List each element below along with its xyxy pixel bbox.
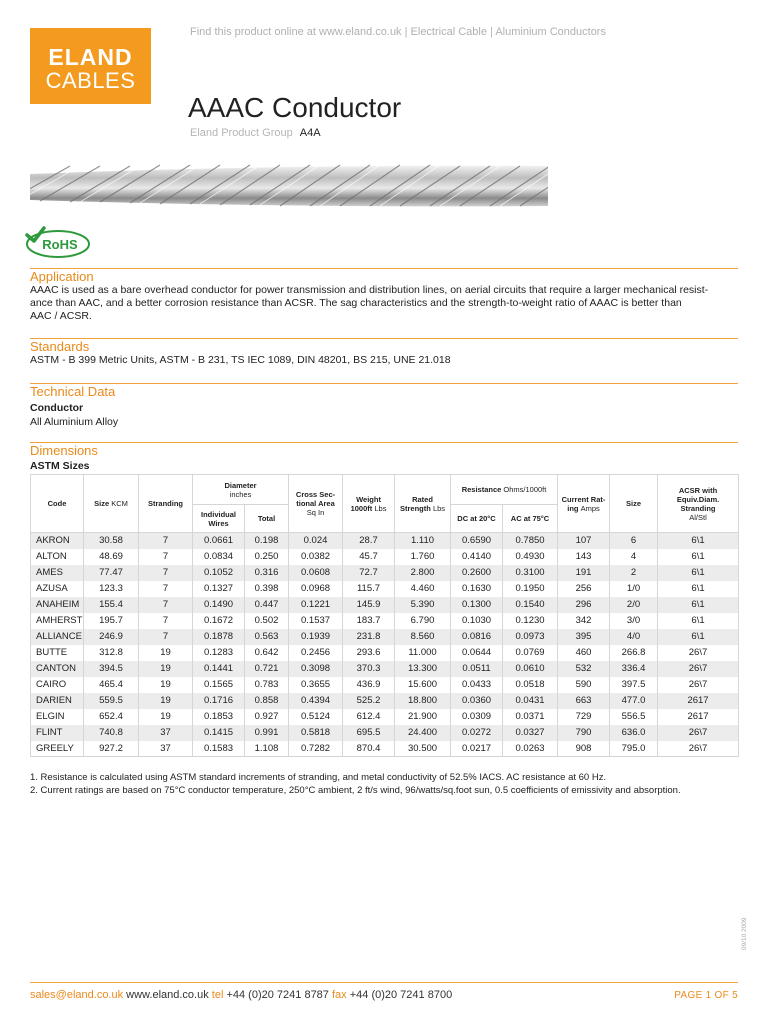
cell-code: AMHERST [31, 613, 84, 629]
col-header-total: Total [245, 505, 289, 533]
table-row [31, 741, 739, 757]
table-row [31, 565, 739, 581]
cell-diameter-total: 0.927 [245, 709, 289, 725]
cell-code: ANAHEIM [31, 597, 84, 613]
cell-cross-section: 0.5124 [289, 709, 343, 725]
col-header-weight-unit: Lbs [374, 503, 387, 513]
conductor-value: All Aluminium Alloy [30, 416, 119, 428]
col-header-resistance-unit: Ohms/1000ft [503, 485, 547, 494]
cell-diameter-total: 0.783 [245, 677, 289, 693]
table-row [31, 629, 739, 645]
application-line: AAAC is used as a bare overhead conductor for power transmission and distribution lines, on aerial circuits that require a larger mechanical resist- [30, 284, 709, 296]
col-header-current-label: Current Rat-ing [561, 494, 606, 513]
cell-stranding: 7 [139, 581, 193, 597]
col-header-rated-strength [395, 475, 451, 533]
col-header-acsr-label: ACSR with Equiv.Diam. Stranding [676, 485, 720, 513]
application-line: ance than AAC, and a better corrosion resistance than ACSR. The sag characteristics and the strength-to-weight ratio of AAAC is better than [30, 297, 682, 309]
cell-cross-section: 0.1537 [289, 613, 343, 629]
col-header-current-unit: Amps [580, 503, 600, 513]
cell-diameter-total: 0.316 [245, 565, 289, 581]
cell-resistance-dc: 0.0360 [451, 693, 503, 709]
page-title: AAAC Conductor [188, 92, 402, 123]
cell-code: AZUSA [31, 581, 84, 597]
col-header-diameter-unit: inches [229, 489, 252, 499]
cell-diameter-total: 0.447 [245, 597, 289, 613]
cell-diameter-total: 0.563 [245, 629, 289, 645]
cell-code: GREELY [31, 741, 84, 757]
cell-stranding: 7 [139, 549, 193, 565]
col-header-cross-section-unit: Sq In [306, 508, 325, 517]
cell-weight: 436.9 [343, 677, 395, 693]
cell-code: FLINT [31, 725, 84, 741]
cell-stranding: 19 [139, 677, 193, 693]
cell-cross-section: 0.3098 [289, 661, 343, 677]
product-group-label: Eland Product Group [190, 127, 293, 139]
cell-diameter-individual: 0.0834 [193, 549, 245, 565]
cell-size-awg: 4 [610, 549, 658, 565]
cell-size-awg: 336.4 [610, 661, 658, 677]
cell-diameter-individual: 0.1490 [193, 597, 245, 613]
cell-resistance-ac: 0.0371 [503, 709, 558, 725]
cell-current-rating: 460 [558, 645, 610, 661]
cell-diameter-individual: 0.1327 [193, 581, 245, 597]
cell-weight: 695.5 [343, 725, 395, 741]
cell-size-awg: 4/0 [610, 629, 658, 645]
cell-weight: 870.4 [343, 741, 395, 757]
col-header-cross-section [289, 475, 343, 533]
cell-stranding: 7 [139, 597, 193, 613]
section-divider [30, 268, 738, 269]
cell-rated-strength: 30.500 [395, 741, 451, 757]
cell-acsr-stranding: 26\7 [658, 725, 739, 741]
cell-rated-strength: 5.390 [395, 597, 451, 613]
cell-diameter-total: 0.991 [245, 725, 289, 741]
footer-divider [30, 982, 738, 983]
section-divider [30, 442, 738, 443]
cell-stranding: 7 [139, 629, 193, 645]
cell-size-kcm: 465.4 [84, 677, 139, 693]
cell-cross-section: 0.0382 [289, 549, 343, 565]
cell-size-awg: 3/0 [610, 613, 658, 629]
cell-acsr-stranding: 26\7 [658, 661, 739, 677]
footer-tel-label: tel [211, 989, 224, 1001]
cell-current-rating: 143 [558, 549, 610, 565]
cell-cross-section: 0.3655 [289, 677, 343, 693]
cell-current-rating: 663 [558, 693, 610, 709]
cell-stranding: 7 [139, 613, 193, 629]
table-row [31, 661, 739, 677]
product-online-link[interactable]: Find this product online at www.eland.co.uk | Electrical Cable | Aluminium Conductors [190, 26, 606, 38]
cell-code: ALLIANCE [31, 629, 84, 645]
table-row [31, 533, 739, 549]
cell-weight: 612.4 [343, 709, 395, 725]
cell-diameter-total: 0.398 [245, 581, 289, 597]
cell-resistance-ac: 0.7850 [503, 533, 558, 549]
cell-size-awg: 6 [610, 533, 658, 549]
cell-current-rating: 107 [558, 533, 610, 549]
cell-resistance-ac: 0.0431 [503, 693, 558, 709]
col-header-acsr-unit: Al/Stl [689, 512, 707, 522]
cell-resistance-dc: 0.0309 [451, 709, 503, 725]
cell-current-rating: 395 [558, 629, 610, 645]
table-notes [30, 772, 750, 797]
cell-resistance-dc: 0.0816 [451, 629, 503, 645]
cell-size-kcm: 394.5 [84, 661, 139, 677]
cell-weight: 115.7 [343, 581, 395, 597]
cell-cross-section: 0.1221 [289, 597, 343, 613]
cell-size-kcm: 927.2 [84, 741, 139, 757]
table-row [31, 693, 739, 709]
application-text [30, 284, 742, 323]
cell-acsr-stranding: 6\1 [658, 533, 739, 549]
technical-data-heading: Technical Data [30, 384, 116, 399]
application-heading: Application [30, 269, 94, 284]
cell-resistance-ac: 0.0973 [503, 629, 558, 645]
cell-rated-strength: 11.000 [395, 645, 451, 661]
cell-resistance-dc: 0.6590 [451, 533, 503, 549]
cell-size-kcm: 155.4 [84, 597, 139, 613]
section-divider [30, 383, 738, 384]
cell-acsr-stranding: 6\1 [658, 565, 739, 581]
cell-weight: 231.8 [343, 629, 395, 645]
cell-resistance-ac: 0.0610 [503, 661, 558, 677]
col-header-resistance [451, 475, 558, 505]
cell-acsr-stranding: 26\7 [658, 741, 739, 757]
col-header-size [84, 475, 139, 533]
cell-diameter-individual: 0.1052 [193, 565, 245, 581]
cell-code: BUTTE [31, 645, 84, 661]
table-row [31, 613, 739, 629]
dimensions-heading: Dimensions [30, 443, 98, 458]
table-row [31, 677, 739, 693]
cell-code: AMES [31, 565, 84, 581]
cell-size-awg: 477.0 [610, 693, 658, 709]
footer-tel: +44 (0)20 7241 8787 [226, 989, 329, 1001]
table-row [31, 581, 739, 597]
cell-weight: 72.7 [343, 565, 395, 581]
col-header-stranding: Stranding [139, 475, 193, 533]
cell-stranding: 37 [139, 725, 193, 741]
cell-size-kcm: 77.47 [84, 565, 139, 581]
cell-size-awg: 795.0 [610, 741, 658, 757]
cell-size-awg: 2/0 [610, 597, 658, 613]
cell-size-kcm: 123.3 [84, 581, 139, 597]
cell-size-awg: 636.0 [610, 725, 658, 741]
cell-current-rating: 590 [558, 677, 610, 693]
cell-size-kcm: 740.8 [84, 725, 139, 741]
cell-diameter-individual: 0.1853 [193, 709, 245, 725]
cell-stranding: 37 [139, 741, 193, 757]
cell-cross-section: 0.0968 [289, 581, 343, 597]
cell-current-rating: 296 [558, 597, 610, 613]
cell-resistance-ac: 0.0769 [503, 645, 558, 661]
cell-current-rating: 729 [558, 709, 610, 725]
footer-email-link[interactable]: sales@eland.co.uk [30, 989, 124, 1001]
col-header-individual-wires: Individual Wires [193, 505, 245, 533]
cell-acsr-stranding: 6\1 [658, 629, 739, 645]
cell-code: DARIEN [31, 693, 84, 709]
cell-size-kcm: 195.7 [84, 613, 139, 629]
cell-stranding: 19 [139, 693, 193, 709]
cell-resistance-dc: 0.0511 [451, 661, 503, 677]
cell-weight: 183.7 [343, 613, 395, 629]
cell-rated-strength: 21.900 [395, 709, 451, 725]
cell-diameter-individual: 0.1583 [193, 741, 245, 757]
page-number: PAGE 1 OF 5 [674, 990, 738, 1001]
cell-size-kcm: 30.58 [84, 533, 139, 549]
cell-acsr-stranding: 26\7 [658, 677, 739, 693]
cell-current-rating: 532 [558, 661, 610, 677]
cell-resistance-ac: 0.1950 [503, 581, 558, 597]
cell-cross-section: 0.0608 [289, 565, 343, 581]
conductor-label: Conductor [30, 402, 84, 414]
cell-stranding: 19 [139, 661, 193, 677]
col-header-size-awg: Size [610, 475, 658, 533]
cell-rated-strength: 1.760 [395, 549, 451, 565]
cell-size-kcm: 559.5 [84, 693, 139, 709]
cell-cross-section: 0.5818 [289, 725, 343, 741]
cell-stranding: 7 [139, 533, 193, 549]
col-header-diameter-label: Diameter [224, 480, 257, 490]
logo-line-2: CABLES [45, 68, 136, 93]
table-row [31, 645, 739, 661]
cell-code: CAIRO [31, 677, 84, 693]
product-group-code: A4A [299, 127, 321, 139]
cell-diameter-total: 1.108 [245, 741, 289, 757]
eland-cables-logo [30, 28, 151, 104]
cell-resistance-ac: 0.0263 [503, 741, 558, 757]
col-header-dc: DC at 20°C [451, 505, 503, 533]
cell-resistance-ac: 0.1540 [503, 597, 558, 613]
cell-cross-section: 0.2456 [289, 645, 343, 661]
cell-stranding: 19 [139, 709, 193, 725]
astm-sizes-label: ASTM Sizes [30, 460, 90, 472]
cell-cross-section: 0.4394 [289, 693, 343, 709]
cell-diameter-individual: 0.0661 [193, 533, 245, 549]
cell-current-rating: 256 [558, 581, 610, 597]
cell-diameter-total: 0.198 [245, 533, 289, 549]
cell-diameter-total: 0.502 [245, 613, 289, 629]
cell-rated-strength: 2.800 [395, 565, 451, 581]
col-header-size-label: Size [94, 499, 110, 508]
table-row [31, 597, 739, 613]
cell-rated-strength: 15.600 [395, 677, 451, 693]
cell-weight: 525.2 [343, 693, 395, 709]
cell-diameter-individual: 0.1441 [193, 661, 245, 677]
cell-resistance-dc: 0.1630 [451, 581, 503, 597]
col-header-rated-strength-label: Rated Strength [400, 494, 433, 513]
rohs-badge-icon [24, 226, 92, 260]
cell-resistance-ac: 0.0327 [503, 725, 558, 741]
cell-rated-strength: 6.790 [395, 613, 451, 629]
footer-fax-label: fax [331, 989, 347, 1001]
cell-rated-strength: 18.800 [395, 693, 451, 709]
cell-size-awg: 397.5 [610, 677, 658, 693]
rohs-label: RoHS [42, 237, 78, 252]
cell-weight: 145.9 [343, 597, 395, 613]
col-header-cross-section-label: Cross Sec-tional Area [295, 490, 336, 508]
standards-heading: Standards [30, 339, 90, 354]
cell-current-rating: 790 [558, 725, 610, 741]
cell-resistance-dc: 0.0433 [451, 677, 503, 693]
cell-resistance-dc: 0.0272 [451, 725, 503, 741]
col-header-size-unit: KCM [111, 499, 128, 508]
cell-rated-strength: 24.400 [395, 725, 451, 741]
cell-current-rating: 908 [558, 741, 610, 757]
cell-resistance-ac: 0.4930 [503, 549, 558, 565]
note-1: 1. Resistance is calculated using ASTM standard increments of stranding, and metal conductivity of 52.5% IACS. AC resistance at 60 Hz. [30, 772, 607, 783]
astm-sizes-table [30, 474, 739, 757]
cell-diameter-individual: 0.1878 [193, 629, 245, 645]
cell-size-kcm: 312.8 [84, 645, 139, 661]
col-header-code: Code [31, 475, 84, 533]
cell-acsr-stranding: 6\1 [658, 549, 739, 565]
table-row [31, 549, 739, 565]
cell-acsr-stranding: 6\1 [658, 597, 739, 613]
cell-rated-strength: 4.460 [395, 581, 451, 597]
cell-acsr-stranding: 6\1 [658, 581, 739, 597]
cell-diameter-individual: 0.1672 [193, 613, 245, 629]
cell-diameter-individual: 0.1565 [193, 677, 245, 693]
cable-image [30, 160, 548, 212]
cell-stranding: 19 [139, 645, 193, 661]
cell-size-awg: 2 [610, 565, 658, 581]
col-header-ac: AC at 75°C [503, 505, 558, 533]
cell-cross-section: 0.1939 [289, 629, 343, 645]
table-row [31, 725, 739, 741]
cell-acsr-stranding: 26\7 [658, 645, 739, 661]
col-header-acsr [658, 475, 739, 533]
cell-cross-section: 0.024 [289, 533, 343, 549]
table-body [31, 533, 739, 757]
standards-text: ASTM - B 399 Metric Units, ASTM - B 231, TS IEC 1089, DIN 48201, BS 215, UNE 21.018 [30, 354, 451, 366]
cell-acsr-stranding: 6\1 [658, 613, 739, 629]
cell-current-rating: 342 [558, 613, 610, 629]
cell-diameter-total: 0.721 [245, 661, 289, 677]
cell-resistance-dc: 0.2600 [451, 565, 503, 581]
cell-weight: 28.7 [343, 533, 395, 549]
product-group [190, 127, 321, 139]
cell-resistance-dc: 0.1300 [451, 597, 503, 613]
cell-stranding: 7 [139, 565, 193, 581]
cell-weight: 370.3 [343, 661, 395, 677]
cell-code: CANTON [31, 661, 84, 677]
cell-weight: 293.6 [343, 645, 395, 661]
col-header-weight [343, 475, 395, 533]
col-header-diameter [193, 475, 289, 505]
cell-size-awg: 556.5 [610, 709, 658, 725]
cell-acsr-stranding: 2617 [658, 693, 739, 709]
cell-diameter-total: 0.858 [245, 693, 289, 709]
table-row [31, 709, 739, 725]
cell-weight: 45.7 [343, 549, 395, 565]
cell-resistance-ac: 0.3100 [503, 565, 558, 581]
application-line: AAC / ACSR. [30, 310, 92, 322]
cell-size-kcm: 246.9 [84, 629, 139, 645]
cell-diameter-total: 0.250 [245, 549, 289, 565]
cell-acsr-stranding: 2617 [658, 709, 739, 725]
section-divider [30, 338, 738, 339]
cell-size-kcm: 48.69 [84, 549, 139, 565]
col-header-rated-strength-unit: Lbs [432, 503, 446, 513]
cell-resistance-dc: 0.1030 [451, 613, 503, 629]
col-header-current-rating [558, 475, 610, 533]
cell-size-awg: 1/0 [610, 581, 658, 597]
logo-line-1: ELAND [48, 44, 133, 70]
col-header-resistance-label: Resistance [461, 485, 502, 494]
cell-size-kcm: 652.4 [84, 709, 139, 725]
cell-current-rating: 191 [558, 565, 610, 581]
note-2: 2. Current ratings are based on 75°C conductor temperature, 250°C ambient, 2 ft/s wind, 96/watts/sq.foot sun, 0.5 coefficients of emissivity and absorption. [30, 784, 681, 796]
cell-rated-strength: 1.110 [395, 533, 451, 549]
cell-cross-section: 0.7282 [289, 741, 343, 757]
cell-rated-strength: 13.300 [395, 661, 451, 677]
cell-resistance-ac: 0.1230 [503, 613, 558, 629]
cell-code: ELGIN [31, 709, 84, 725]
cell-rated-strength: 8.560 [395, 629, 451, 645]
cell-resistance-dc: 0.0217 [451, 741, 503, 757]
cell-size-awg: 266.8 [610, 645, 658, 661]
footer-contact [30, 989, 452, 1001]
cell-code: ALTON [31, 549, 84, 565]
cell-diameter-individual: 0.1283 [193, 645, 245, 661]
cell-resistance-dc: 0.4140 [451, 549, 503, 565]
cell-diameter-individual: 0.1415 [193, 725, 245, 741]
col-header-weight-label: Weight 1000ft [350, 494, 381, 513]
cell-code: AKRON [31, 533, 84, 549]
cell-diameter-total: 0.642 [245, 645, 289, 661]
document-date-code: 09/10 2009 [741, 917, 748, 950]
cell-resistance-ac: 0.0518 [503, 677, 558, 693]
footer-website-link[interactable]: www.eland.co.uk [126, 989, 209, 1001]
cell-resistance-dc: 0.0644 [451, 645, 503, 661]
cell-diameter-individual: 0.1716 [193, 693, 245, 709]
footer-fax: +44 (0)20 7241 8700 [349, 989, 453, 1001]
